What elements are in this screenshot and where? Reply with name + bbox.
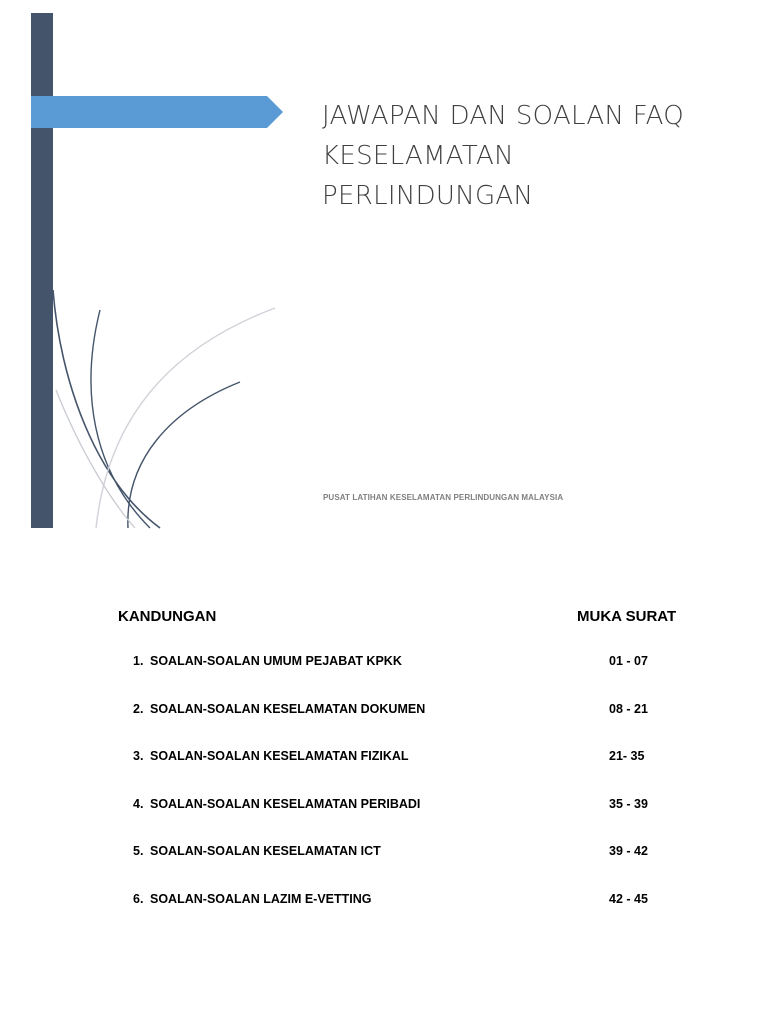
toc-item-number: 4.: [133, 796, 144, 811]
toc-item-pages: 01 - 07: [609, 654, 648, 668]
arrow-banner-shape: [31, 96, 283, 128]
toc-item-number: 6.: [133, 891, 144, 906]
toc-item[interactable]: [0, 745, 768, 793]
document-title: [322, 96, 742, 216]
toc-item[interactable]: [0, 793, 768, 841]
toc-item-pages: 35 - 39: [609, 796, 648, 811]
toc-item-number: 2.: [133, 701, 144, 716]
toc-item-label: SOALAN-SOALAN LAZIM E-VETTING: [150, 891, 372, 906]
toc-item-number: 1.: [133, 654, 144, 668]
title-line-2: KESELAMATAN: [322, 141, 514, 171]
decorative-swoosh-lines: [0, 260, 300, 540]
toc-item-label: SOALAN-SOALAN UMUM PEJABAT KPKK: [150, 654, 402, 668]
organization-name: PUSAT LATIHAN KESELAMATAN PERLINDUNGAN MALAYSIA: [323, 493, 564, 502]
toc-item-label: SOALAN-SOALAN KESELAMATAN PERIBADI: [150, 796, 421, 811]
toc-heading: KANDUNGAN: [118, 608, 217, 625]
toc-item-pages: 08 - 21: [609, 701, 648, 716]
toc-item-label: SOALAN-SOALAN KESELAMATAN ICT: [150, 844, 381, 859]
toc-item-pages: 39 - 42: [609, 844, 648, 859]
toc-item-number: 5.: [133, 844, 144, 859]
toc-item[interactable]: [0, 840, 768, 888]
table-of-contents: [0, 650, 768, 936]
toc-item[interactable]: [0, 698, 768, 746]
toc-item-label: SOALAN-SOALAN KESELAMATAN DOKUMEN: [150, 701, 426, 716]
toc-item[interactable]: [0, 650, 768, 698]
title-line-1: JAWAPAN DAN SOALAN FAQ: [322, 101, 685, 131]
toc-item-pages: 42 - 45: [609, 891, 648, 906]
title-line-3: PERLINDUNGAN: [322, 181, 534, 211]
toc-item[interactable]: [0, 888, 768, 936]
toc-item-pages: 21- 35: [609, 749, 645, 764]
toc-item-label: SOALAN-SOALAN KESELAMATAN FIZIKAL: [150, 749, 409, 764]
toc-pages-heading: MUKA SURAT: [577, 608, 677, 625]
toc-item-number: 3.: [133, 749, 144, 764]
